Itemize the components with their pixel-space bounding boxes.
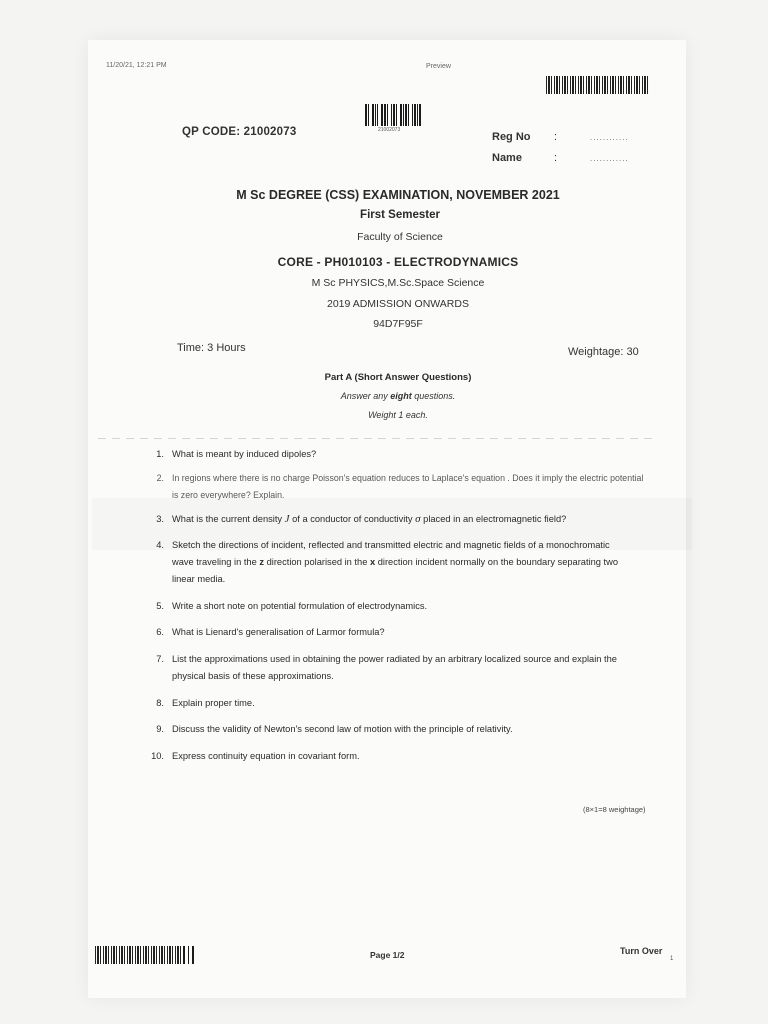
question-number: 3. (156, 514, 164, 524)
question-number: 9. (156, 724, 164, 734)
print-title: Preview (426, 63, 451, 70)
question-number: 8. (156, 698, 164, 708)
instruction-emphasis: eight (390, 391, 412, 401)
total-weightage: Weightage: 30 (568, 346, 639, 358)
part-a-title: Part A (Short Answer Questions) (324, 372, 472, 383)
question-number: 7. (156, 654, 164, 664)
footer-barcode (95, 946, 181, 964)
instruction-text-end: questions. (411, 391, 456, 401)
semester: First Semester (360, 209, 440, 221)
part-a-weight: Weight 1 each. (368, 410, 428, 420)
part-a-instruction (118, 391, 678, 401)
question-text: What is Lienard's generalisation of Larmor formula? (172, 627, 385, 637)
reg-no-label: Reg No (492, 131, 531, 143)
question-text: In regions where there is no charge Poisson's equation reduces to Laplace's equation . Does it imply the electric potential is zero everywhere? Explain. (172, 473, 644, 500)
faculty: Faculty of Science (357, 231, 443, 243)
reg-no-colon: : (554, 131, 558, 143)
part-a-weightage-total: (8×1=8 weightage) (583, 805, 646, 814)
page-number: Page 1/2 (370, 950, 405, 960)
question-number: 2. (156, 473, 164, 483)
course-title: CORE - PH010103 - ELECTRODYNAMICS (277, 255, 519, 269)
question-text: What is the current density J of a conductor of conductivity σ placed in an electromagnetic field? (172, 513, 567, 525)
paper-code: 94D7F95F (373, 318, 423, 330)
time-allowed: Time: 3 Hours (177, 342, 246, 354)
name-colon: : (554, 152, 558, 164)
question-text: Write a short note on potential formulation of electrodynamics. (172, 601, 428, 611)
top-right-barcode (546, 76, 650, 94)
question-number: 5. (156, 601, 164, 611)
name-label: Name (492, 152, 522, 164)
barcode-caption: 21002073 (378, 127, 401, 133)
footer-barcode-tail (183, 946, 195, 964)
programme: M Sc PHYSICS,M.Sc.Space Science (311, 277, 485, 289)
turn-over: Turn Over (620, 946, 663, 956)
question-number: 10. (151, 751, 164, 761)
question-number: 6. (156, 627, 164, 637)
question-text: What is meant by induced dipoles? (172, 449, 317, 459)
qp-code: QP CODE: 21002073 (182, 126, 297, 138)
scan-artifact-line (98, 438, 658, 439)
name-field: ............ (590, 154, 629, 163)
question-number: 4. (156, 540, 164, 550)
question-number: 1. (156, 449, 164, 459)
question-text: Express continuity equation in covariant form. (172, 751, 360, 761)
question-text: Explain proper time. (172, 698, 255, 708)
instruction-text: Answer any (340, 391, 391, 401)
question-text: Discuss the validity of Newton's second law of motion with the principle of relativity. (172, 724, 513, 734)
admission: 2019 ADMISSION ONWARDS (327, 298, 469, 310)
question-text: Sketch the directions of incident, reflected and transmitted electric and magnetic fields of a monochromatic wave traveling in the z direction polarised in the x direction incident normally on the boundary separating two linear media. (172, 540, 619, 584)
question-text: List the approximations used in obtaining the power radiated by an arbitrary localized source and explain the physical basis of these approximations. (172, 654, 617, 681)
reg-no-field: ............ (590, 133, 629, 142)
exam-title: M Sc DEGREE (CSS) EXAMINATION, NOVEMBER 2021 (236, 188, 560, 202)
edge-mark: 1 (670, 956, 674, 962)
print-timestamp: 11/20/21, 12:21 PM (106, 62, 167, 69)
qp-code-barcode (365, 104, 422, 126)
